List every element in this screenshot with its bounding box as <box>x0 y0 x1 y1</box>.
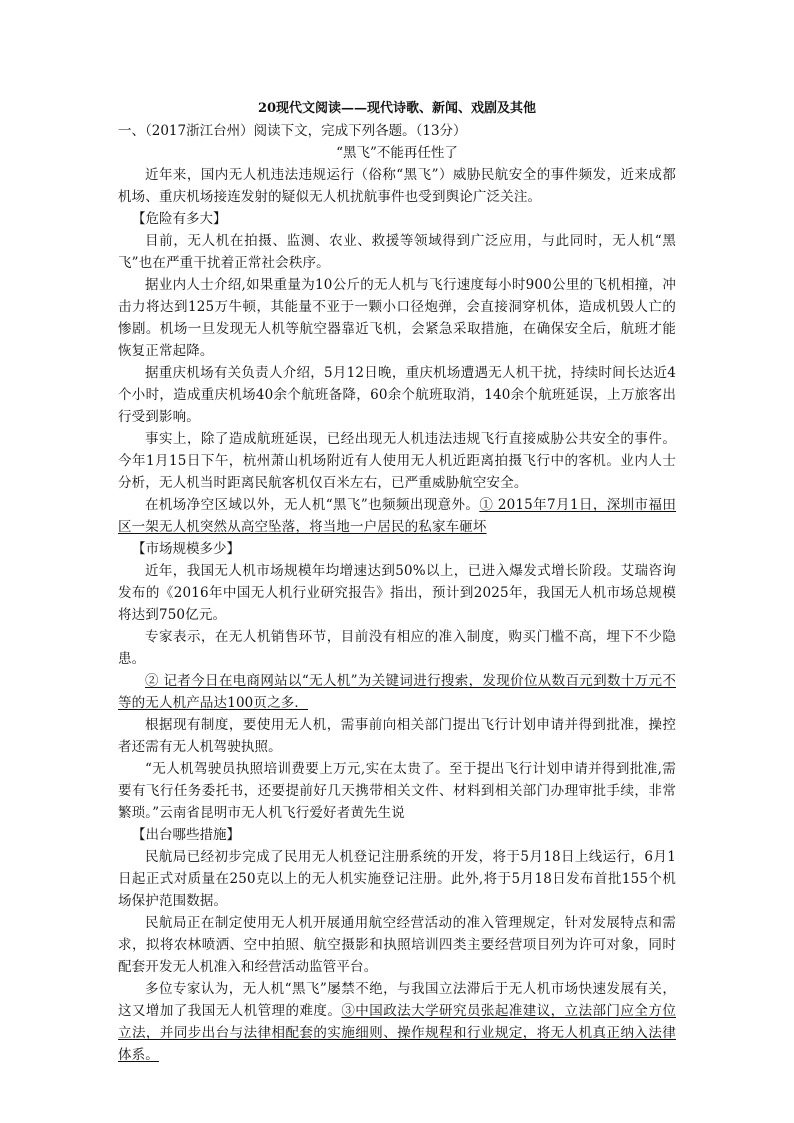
paragraph-with-underline <box>118 978 676 1066</box>
paragraph-quote: “无人机驾驶员执照培训费要上万元,实在太贵了。至于提出飞行计划申请并得到批准,需要有飞行任务委托书，还要提前好几天携带相关文件、材料到相关部门办理审批手续，非常繁琐。”云南省昆明市无人机飞行爱好者黄先生说 <box>118 761 676 821</box>
paragraph-with-underline <box>118 494 676 538</box>
paragraph-text: 多位专家认为，无人机“黑飞”屡禁不绝，与我国立法滞后于无人机市场快速发展有关，这又增加了我国无人机管理的难度。 <box>118 981 676 1019</box>
paragraph: 专家表示，在无人机销售环节，目前没有相应的准入制度，购买门槛不高，埋下不少隐患。 <box>118 629 676 667</box>
paragraph-text: 在机场净空区域以外，无人机“黑飞”也频频出现意外。 <box>145 497 480 513</box>
section-heading-measures: 【出台哪些措施】 <box>132 827 240 843</box>
section-heading-danger: 【危险有多大】 <box>132 211 227 227</box>
underlined-sentence-2 <box>118 670 676 714</box>
underlined-sentence-3: ③中国政法大学研究员张起准建议，立法部门应全方位立法，并同步出台与法律相配套的实施细则、操作规程和行业规定，将无人机真正纳入法律体系。 <box>118 1003 676 1063</box>
paragraph: 目前，无人机在拍摄、监测、农业、救援等领域得到广泛应用，与此同时，无人机“黑飞”也在严重干扰着正常社会秩序。 <box>118 233 676 271</box>
paragraph: 民航局正在制定使用无人机开展通用航空经营活动的准入管理规定，针对发展特点和需求，拟将农林喷洒、空中拍照、航空摄影和执照培训四类主要经营项目列为许可对象，同时配套开发无人机准入和经营活动监管平台。 <box>118 915 676 975</box>
underlined-text: ② 记者今日在电商网站以“无人机”为关键词进行搜索，发现价位从数百元到数十万元不等的无人机产品达100页之多． <box>118 673 676 711</box>
paragraph: 据重庆机场有关负责人介绍，5月12日晚，重庆机场遭遇无人机干扰，持续时间长达近4个小时，造成重庆机场40余个航班备降，60余个航班取消，140余个航班延误，上万旅客出行受到影响。 <box>118 365 676 425</box>
paragraph: 近年，我国无人机市场规模年均增速达到50%以上，已进入爆发式增长阶段。艾瑞咨询发布的《2016年中国无人机行业研究报告》指出，预计到2025年，我国无人机市场总规模将达到750亿元。 <box>118 563 676 623</box>
paragraph: 民航局已经初步完成了民用无人机登记注册系统的开发，将于5月18日上线运行，6月1日起正式对质量在250克以上的无人机实施登记注册。此外,将于5月18日发布首批155个机场保护范围数据。 <box>118 849 676 909</box>
question-heading: 一、（2017浙江台州）阅读下文，完成下列各题。（13分） <box>118 123 467 139</box>
section-heading-market: 【市场规模多少】 <box>132 541 240 557</box>
paragraph: 根据现有制度，要使用无人机，需事前向相关部门提出飞行计划申请并得到批准，操控者还需有无人机驾驶执照。 <box>118 717 676 755</box>
article-title: “黑飞”不能再任性了 <box>336 145 458 161</box>
paragraph-intro: 近年来，国内无人机违法违规运行（俗称“黑飞”）威胁民航安全的事件频发，近来成都机场、重庆机场接连发射的疑似无人机扰航事件也受到舆论广泛关注。 <box>118 167 676 205</box>
paragraph: 据业内人士介绍,如果重量为10公斤的无人机与飞行速度每小时900公里的飞机相撞，冲击力将达到125万牛顿，其能量不亚于一颗小口径炮弹，会直接洞穿机体，造成机毁人亡的惨剧。机场一旦发现无人机等航空器靠近飞机，会紧急采取措施，在确保安全后，航班才能恢复正常起降。 <box>118 277 676 359</box>
document-title: 20现代文阅读——现代诗歌、新闻、戏剧及其他 <box>257 101 537 116</box>
paragraph: 事实上，除了造成航班延误，已经出现无人机违法违规飞行直接威胁公共安全的事件。今年1月15日下午，杭州萧山机场附近有人使用无人机近距离拍摄飞行中的客机。业内人士分析，无人机当时距离民航客机仅百米左右，已严重威胁航空安全。 <box>118 431 676 491</box>
document-page <box>118 96 676 1066</box>
underlined-sentence-1: ① 2015年7月1日，深圳市福田区一架无人机突然从高空坠落，将当地一户居民的私家车砸坏 <box>118 497 676 535</box>
